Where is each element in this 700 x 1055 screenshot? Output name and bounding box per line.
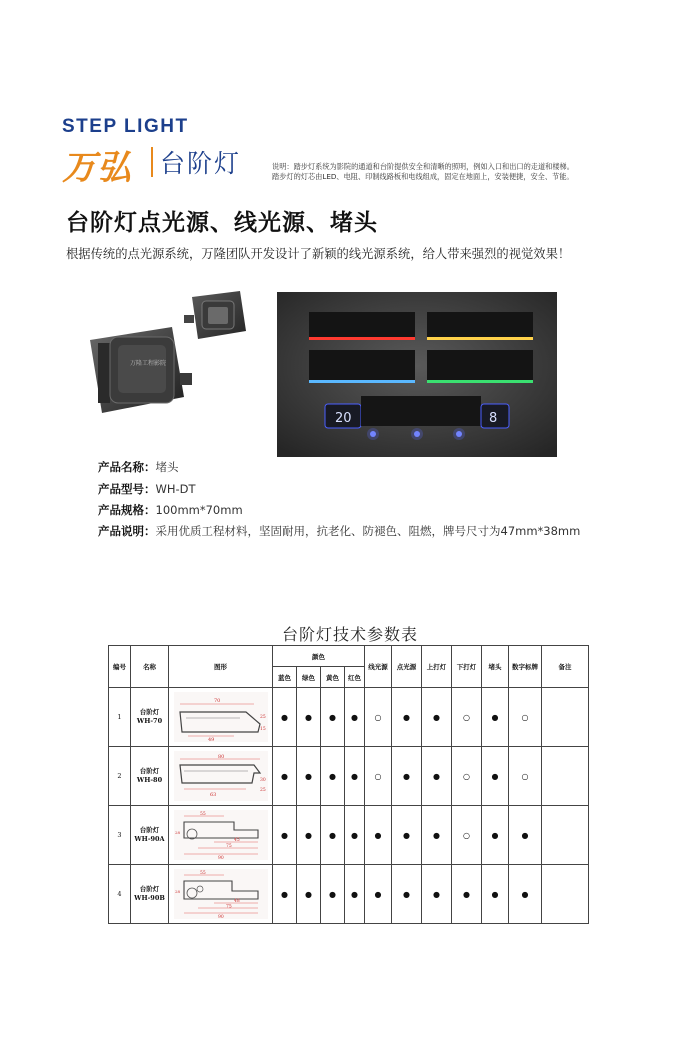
cell-down-light: ○	[452, 688, 482, 747]
row-no: 2	[109, 747, 131, 806]
profile-drawing-wh80	[174, 751, 268, 801]
brand-chinese-logo: 万弘	[62, 148, 132, 188]
cell-down-light: ●	[452, 865, 482, 924]
cell-up-light: ●	[422, 806, 452, 865]
header-down-light: 下打灯	[452, 646, 482, 688]
cell-blue: ●	[273, 688, 297, 747]
spec-product-model: 产品型号：WH-DT	[98, 482, 196, 496]
seat-number-right: 8	[489, 411, 498, 426]
svg-text:75: 75	[225, 844, 232, 849]
row-name: 台阶灯 WH-90A	[131, 806, 169, 865]
svg-text:55: 55	[199, 871, 206, 876]
blue-light-strip	[309, 380, 415, 383]
cell-remark	[542, 806, 589, 865]
header-point-light: 点光源	[392, 646, 422, 688]
svg-text:90: 90	[217, 915, 224, 919]
svg-text:25: 25	[259, 715, 266, 720]
header-blue: 蓝色	[273, 667, 297, 688]
cell-end-cap: ●	[482, 806, 509, 865]
category-title: 台阶灯	[160, 149, 242, 178]
red-light-strip	[309, 337, 415, 340]
end-cap-logo-text: 万隆工程影院	[130, 360, 167, 367]
cell-end-cap: ●	[482, 688, 509, 747]
row-name: 台阶灯 WH-70	[131, 688, 169, 747]
profile-drawing-wh90b	[174, 869, 268, 919]
header-name: 名称	[131, 646, 169, 688]
row-figure	[169, 747, 273, 806]
row-figure	[169, 865, 273, 924]
page-title: 台阶灯点光源、线光源、堵头	[66, 210, 378, 236]
cell-yellow: ●	[321, 747, 345, 806]
cell-point-light: ●	[392, 806, 422, 865]
table-title: 台阶灯技术参数表	[281, 625, 418, 644]
row-figure	[169, 688, 273, 747]
svg-text:75: 75	[225, 904, 232, 910]
svg-text:30: 30	[259, 778, 266, 783]
cell-remark	[542, 747, 589, 806]
cell-green: ●	[297, 806, 321, 865]
profile-drawing-wh90a	[174, 810, 268, 860]
svg-text:90: 90	[217, 856, 224, 860]
brand-divider	[151, 147, 153, 177]
row-name: 台阶灯 WH-90B	[131, 865, 169, 924]
row-no: 1	[109, 688, 131, 747]
header-red: 红色	[345, 667, 365, 688]
spec-product-size: 产品规格：100mm*70mm	[98, 503, 243, 517]
cell-line-light: ●	[365, 806, 392, 865]
cell-yellow: ●	[321, 865, 345, 924]
cell-point-light: ●	[392, 865, 422, 924]
cell-up-light: ●	[422, 865, 452, 924]
table-row	[109, 865, 589, 924]
cell-green: ●	[297, 865, 321, 924]
seat-number-left: 20	[335, 411, 352, 426]
green-light-strip	[427, 380, 533, 383]
header-line-light: 线光源	[365, 646, 392, 688]
cell-red: ●	[345, 806, 365, 865]
svg-text:45: 45	[233, 838, 240, 843]
row-figure	[169, 806, 273, 865]
cell-line-light: ○	[365, 747, 392, 806]
profile-drawing-wh70	[174, 692, 268, 742]
svg-text:63: 63	[209, 792, 216, 798]
header-figure: 图形	[169, 646, 273, 688]
cell-number-plate: ○	[509, 747, 542, 806]
svg-text:55: 55	[199, 812, 206, 817]
header-color: 颜色	[273, 646, 365, 667]
cell-line-light: ○	[365, 688, 392, 747]
description-line-1: 说明：踏步灯系统为影院的通道和台阶提供安全和清晰的照明，例如入口和出口的走道和楼梯。	[272, 162, 574, 171]
intro-text: 根据传统的点光源系统，万隆团队开发设计了新颖的线光源系统，给人带来强烈的视觉效果！	[66, 247, 571, 261]
parameter-table	[108, 645, 589, 924]
cell-end-cap: ●	[482, 747, 509, 806]
table-row	[109, 806, 589, 865]
cell-red: ●	[345, 688, 365, 747]
header-yellow: 黄色	[321, 667, 345, 688]
header-green: 绿色	[297, 667, 321, 688]
table-row	[109, 688, 589, 747]
svg-text:28: 28	[174, 830, 180, 835]
cell-remark	[542, 688, 589, 747]
cell-red: ●	[345, 747, 365, 806]
cell-up-light: ●	[422, 688, 452, 747]
svg-text:70: 70	[213, 698, 220, 704]
header-remark: 备注	[542, 646, 589, 688]
cell-down-light: ○	[452, 806, 482, 865]
header-no: 编号	[109, 646, 131, 688]
svg-text:28: 28	[174, 889, 180, 894]
cell-number-plate: ●	[509, 806, 542, 865]
svg-text:25: 25	[259, 788, 266, 793]
cell-yellow: ●	[321, 806, 345, 865]
svg-text:80: 80	[217, 754, 224, 760]
table-row	[109, 747, 589, 806]
cell-blue: ●	[273, 806, 297, 865]
row-no: 4	[109, 865, 131, 924]
cell-green: ●	[297, 747, 321, 806]
description-line-2: 踏步灯的灯芯由LED、电阻、印制线路板和电线组成，固定在地面上，安装便捷，安全、节能。	[272, 172, 574, 181]
header-up-light: 上打灯	[422, 646, 452, 688]
step-light-photo	[277, 292, 557, 457]
svg-text:48: 48	[233, 899, 240, 904]
cell-number-plate: ●	[509, 865, 542, 924]
cell-up-light: ●	[422, 747, 452, 806]
brand-english-title: STEP LIGHT	[62, 116, 189, 137]
yellow-light-strip	[427, 337, 533, 340]
row-name: 台阶灯 WH-80	[131, 747, 169, 806]
cell-blue: ●	[273, 865, 297, 924]
spec-product-description: 产品说明：采用优质工程材料，坚固耐用，抗老化、防褪色、阻燃，牌号尺寸为47mm*38mm	[98, 524, 581, 538]
cell-blue: ●	[273, 747, 297, 806]
cell-down-light: ○	[452, 747, 482, 806]
spec-product-name: 产品名称：堵头	[98, 460, 179, 474]
cell-red: ●	[345, 865, 365, 924]
cell-point-light: ●	[392, 747, 422, 806]
svg-text:49: 49	[207, 737, 214, 742]
cell-yellow: ●	[321, 688, 345, 747]
row-no: 3	[109, 806, 131, 865]
svg-text:15: 15	[259, 727, 266, 732]
cell-end-cap: ●	[482, 865, 509, 924]
cell-point-light: ●	[392, 688, 422, 747]
header-number-plate: 数字标牌	[509, 646, 542, 688]
cell-number-plate: ○	[509, 688, 542, 747]
cell-line-light: ●	[365, 865, 392, 924]
end-cap-photo	[80, 285, 270, 435]
cell-remark	[542, 865, 589, 924]
table-header-row	[109, 646, 589, 667]
header-description	[272, 162, 612, 182]
header-end-cap: 堵头	[482, 646, 509, 688]
cell-green: ●	[297, 688, 321, 747]
